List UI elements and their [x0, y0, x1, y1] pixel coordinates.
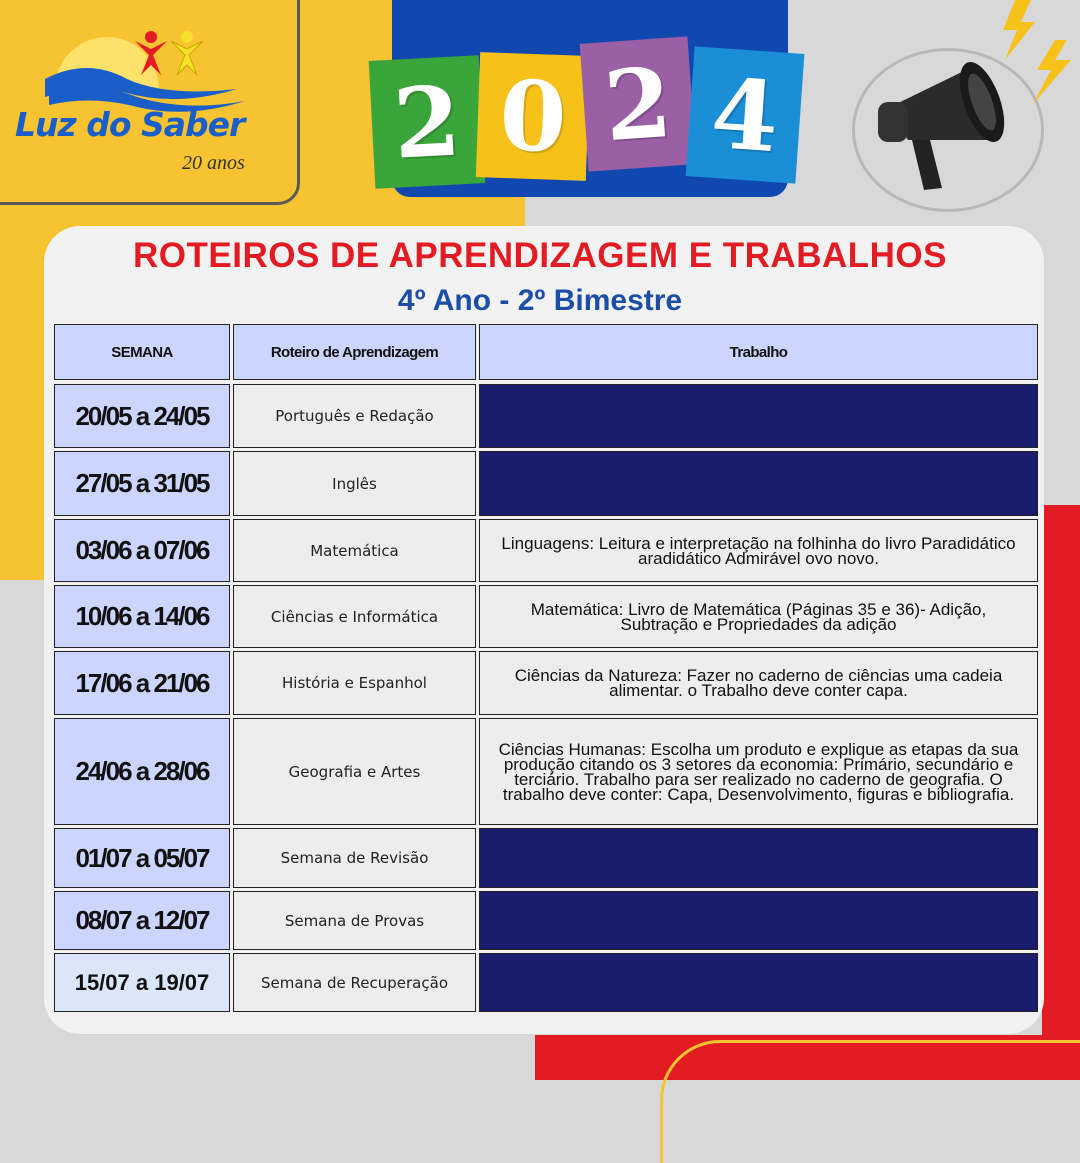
year-digit-3: 2	[580, 36, 697, 171]
work-cell	[479, 384, 1038, 448]
work-cell: Linguagens: Leitura e interpretação na folhinha do livro Paradidático aradidático Admirável ovo novo.	[479, 519, 1038, 582]
work-cell: Matemática: Livro de Matemática (Páginas 35 e 36)- Adição, Subtração e Propriedades da adição	[479, 585, 1038, 648]
week-cell: 17/06 a 21/06	[54, 651, 230, 715]
children-icon	[129, 27, 219, 87]
year-digit-2: 0	[476, 52, 590, 181]
subject-cell: Semana de Revisão	[233, 828, 476, 888]
week-cell: 10/06 a 14/06	[54, 585, 230, 648]
week-cell: 03/06 a 07/06	[54, 519, 230, 582]
year-digit-1: 2	[369, 55, 486, 189]
week-cell: 27/05 a 31/05	[54, 451, 230, 516]
week-cell: 15/07 a 19/07	[54, 953, 230, 1012]
subject-cell: Geografia e Artes	[233, 718, 476, 825]
background-red-stripe	[1042, 505, 1080, 1080]
decorative-curve	[660, 1040, 1080, 1163]
year-digit-4: 4	[686, 46, 805, 183]
subject-cell: Inglês	[233, 451, 476, 516]
work-cell: Ciências Humanas: Escolha um produto e explique as etapas da sua produção citando os 3 setores da economia: Primário, secundário e terciário. Trabalho para ser realizado no caderno de geografia. O trabalho deve conter: Capa, Desenvolvimento, figuras e bibliografia.	[479, 718, 1038, 825]
week-cell: 01/07 a 05/07	[54, 828, 230, 888]
logo	[0, 0, 300, 205]
week-cell: 20/05 a 24/05	[54, 384, 230, 448]
page-subtitle: 4º Ano - 2º Bimestre	[397, 284, 683, 317]
logo-subtitle: 20 anos	[182, 152, 245, 174]
subject-cell: Semana de Provas	[233, 891, 476, 950]
page-title: ROTEIROS DE APRENDIZAGEM E TRABALHOS	[133, 236, 947, 275]
column-header-trabalho: Trabalho	[479, 324, 1038, 380]
subject-cell: Semana de Recuperação	[233, 953, 476, 1012]
subject-cell: História e Espanhol	[233, 651, 476, 715]
week-cell: 08/07 a 12/07	[54, 891, 230, 950]
subject-cell: Ciências e Informática	[233, 585, 476, 648]
work-cell	[479, 891, 1038, 950]
work-cell	[479, 451, 1038, 516]
work-cell	[479, 953, 1038, 1012]
subject-cell: Matemática	[233, 519, 476, 582]
subject-cell: Português e Redação	[233, 384, 476, 448]
work-cell: Ciências da Natureza: Fazer no caderno de ciências uma cadeia alimentar. o Trabalho deve conter capa.	[479, 651, 1038, 715]
column-header-week: SEMANA	[54, 324, 230, 380]
lightning-icon	[995, 0, 1075, 110]
work-cell	[479, 828, 1038, 888]
week-cell: 24/06 a 28/06	[54, 718, 230, 825]
logo-name: Luz do Saber	[15, 105, 245, 144]
column-header-roteiro: Roteiro de Aprendizagem	[233, 324, 476, 380]
